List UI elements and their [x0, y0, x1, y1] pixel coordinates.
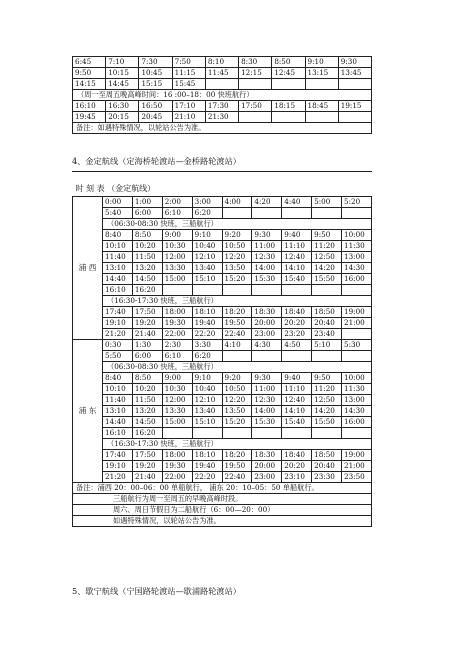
time-cell: 9:10 [192, 230, 222, 241]
time-cell: 19:20 [132, 318, 162, 329]
note-cell: （16:30-17:30 快班，三船航行） [103, 439, 372, 450]
time-cell [342, 285, 372, 296]
table-row [73, 516, 372, 527]
time-cell [192, 428, 222, 439]
time-cell: 12:50 [312, 252, 342, 263]
time-cell: 19:00 [342, 450, 372, 461]
time-cell: 22:20 [192, 329, 222, 340]
time-cell: 7:10 [106, 57, 139, 68]
time-cell: 11:20 [312, 241, 342, 252]
time-cell: 9:30 [252, 230, 282, 241]
time-cell: 12:30 [252, 395, 282, 406]
time-cell: 13:20 [132, 263, 162, 274]
time-cell: 20:00 [252, 461, 282, 472]
time-cell [272, 79, 305, 90]
time-cell: 6:45 [73, 57, 106, 68]
time-cell: 23:00 [252, 472, 282, 483]
time-cell: 5:30 [342, 340, 372, 351]
time-cell: 8:50 [132, 373, 162, 384]
time-cell: 4:50 [282, 340, 312, 351]
time-cell: 3:00 [192, 197, 222, 208]
time-cell: 14:00 [252, 263, 282, 274]
time-cell: 11:50 [132, 252, 162, 263]
time-cell: 11:40 [103, 252, 133, 263]
time-cell: 8:40 [103, 230, 133, 241]
table-row [73, 57, 372, 68]
time-cell [222, 285, 252, 296]
time-cell: 8:10 [205, 57, 238, 68]
time-cell: 19:30 [162, 461, 192, 472]
table-title: 时 刻 表 （金定航线） [73, 182, 372, 197]
time-cell: 18:40 [282, 307, 312, 318]
time-cell: 18:30 [252, 307, 282, 318]
table-row [73, 439, 372, 450]
table-row [73, 90, 372, 101]
time-cell: 7:50 [172, 57, 205, 68]
table-row [73, 362, 372, 373]
time-cell: 10:50 [222, 384, 252, 395]
time-cell: 13:00 [342, 252, 372, 263]
time-cell: 10:40 [192, 241, 222, 252]
table-row [73, 450, 372, 461]
time-cell [222, 351, 252, 362]
time-cell: 18:10 [192, 450, 222, 461]
time-cell: 14:20 [312, 406, 342, 417]
time-cell: 15:10 [192, 274, 222, 285]
time-cell: 1:00 [132, 197, 162, 208]
table-row [73, 472, 372, 483]
time-cell: 10:40 [192, 384, 222, 395]
table-row [73, 112, 372, 123]
time-cell: 10:10 [103, 241, 133, 252]
time-cell: 14:20 [312, 263, 342, 274]
time-cell: 10:30 [162, 241, 192, 252]
time-cell: 23:20 [282, 329, 312, 340]
time-cell: 15:40 [282, 274, 312, 285]
time-cell [252, 208, 282, 219]
time-cell: 15:45 [172, 79, 205, 90]
timetable-jinding [72, 182, 372, 527]
time-cell: 15:00 [162, 417, 192, 428]
time-cell: 22:40 [222, 329, 252, 340]
timetable-1 [72, 56, 372, 134]
time-cell: 19:15 [338, 101, 371, 112]
time-cell: 13:10 [103, 263, 133, 274]
time-cell: 9:10 [192, 373, 222, 384]
time-cell: 15:30 [252, 274, 282, 285]
time-cell: 6:10 [162, 208, 192, 219]
time-cell: 9:50 [312, 230, 342, 241]
time-cell: 14:10 [282, 406, 312, 417]
table-row [73, 296, 372, 307]
table-row [73, 461, 372, 472]
time-cell: 11:10 [282, 384, 312, 395]
time-cell [338, 79, 371, 90]
time-cell: 18:50 [312, 307, 342, 318]
table-row [73, 307, 372, 318]
time-cell: 23:00 [252, 329, 282, 340]
time-cell: 19:10 [103, 318, 133, 329]
time-cell [252, 285, 282, 296]
time-cell: 17:50 [239, 101, 272, 112]
time-cell [192, 285, 222, 296]
time-cell: 8:50 [272, 57, 305, 68]
time-cell: 5:10 [312, 340, 342, 351]
time-cell: 16:00 [342, 274, 372, 285]
time-cell: 8:30 [239, 57, 272, 68]
time-cell: 20:40 [312, 461, 342, 472]
direction-label: 浦 东 [73, 340, 103, 483]
table-row [73, 241, 372, 252]
time-cell: 17:30 [205, 101, 238, 112]
time-cell [338, 112, 371, 123]
time-cell [305, 112, 338, 123]
time-cell: 23:50 [342, 472, 372, 483]
section-4-title: 4、金定航线（定海桥轮渡站—金桥路轮渡站） [72, 156, 241, 166]
time-cell: 11:30 [342, 384, 372, 395]
time-cell: 8:40 [103, 373, 133, 384]
time-cell: 9:30 [338, 57, 371, 68]
time-cell: 22:00 [162, 329, 192, 340]
time-cell: 14:10 [282, 263, 312, 274]
table-row [73, 263, 372, 274]
time-cell: 15:00 [162, 274, 192, 285]
time-cell: 14:30 [342, 406, 372, 417]
time-cell [162, 428, 192, 439]
time-cell: 18:20 [222, 450, 252, 461]
time-cell: 14:15 [73, 79, 106, 90]
table-row [73, 483, 372, 494]
time-cell: 21:40 [132, 472, 162, 483]
time-cell: 9:20 [222, 230, 252, 241]
table-row [73, 373, 372, 384]
time-cell [342, 428, 372, 439]
time-cell [282, 208, 312, 219]
table-row [73, 274, 372, 285]
table-header-row [73, 182, 372, 197]
time-cell: 15:50 [312, 417, 342, 428]
time-cell: 13:00 [342, 395, 372, 406]
time-cell: 6:00 [132, 208, 162, 219]
time-cell: 1:30 [132, 340, 162, 351]
time-cell [312, 285, 342, 296]
time-cell: 11:15 [172, 68, 205, 79]
time-cell: 18:00 [162, 450, 192, 461]
time-cell: 4:40 [282, 197, 312, 208]
time-cell: 12:00 [162, 395, 192, 406]
time-cell: 19:40 [192, 318, 222, 329]
time-cell [282, 285, 312, 296]
time-cell: 16:10 [73, 101, 106, 112]
table-row [73, 329, 372, 340]
remark-cell: 三船航行为周一至周五的早晚高峰时段。 [73, 494, 372, 505]
time-cell: 18:15 [272, 101, 305, 112]
time-cell: 20:20 [282, 318, 312, 329]
time-cell: 10:20 [132, 241, 162, 252]
time-cell: 15:10 [192, 417, 222, 428]
note-cell: （06:30-08:30 快班，三船航行） [103, 219, 372, 230]
time-cell: 16:30 [106, 101, 139, 112]
time-cell: 18:45 [305, 101, 338, 112]
table-row [73, 428, 372, 439]
table-row [73, 494, 372, 505]
table-row [73, 505, 372, 516]
time-cell: 19:50 [222, 461, 252, 472]
time-cell: 10:15 [106, 68, 139, 79]
time-cell [282, 428, 312, 439]
time-cell: 10:00 [342, 373, 372, 384]
time-cell: 9:10 [305, 57, 338, 68]
time-cell: 17:50 [132, 307, 162, 318]
table-row [73, 285, 372, 296]
table-row [73, 318, 372, 329]
time-cell [205, 79, 238, 90]
table-row [73, 123, 372, 134]
time-cell: 13:10 [103, 406, 133, 417]
time-cell: 17:40 [103, 450, 133, 461]
time-cell: 23:40 [312, 329, 342, 340]
time-cell: 6:00 [132, 351, 162, 362]
time-cell: 10:10 [103, 384, 133, 395]
time-cell: 12:20 [222, 252, 252, 263]
time-cell [282, 351, 312, 362]
time-cell: 18:30 [252, 450, 282, 461]
time-cell: 23:30 [312, 472, 342, 483]
time-cell: 15:30 [252, 417, 282, 428]
time-cell: 10:30 [162, 384, 192, 395]
time-cell: 9:40 [282, 230, 312, 241]
time-cell: 9:40 [282, 373, 312, 384]
time-cell: 14:30 [342, 263, 372, 274]
time-cell: 11:10 [282, 241, 312, 252]
time-cell: 21:20 [103, 329, 133, 340]
time-cell: 15:50 [312, 274, 342, 285]
table-row [73, 68, 372, 79]
time-cell: 19:45 [73, 112, 106, 123]
time-cell: 5:50 [103, 351, 133, 362]
time-cell: 2:00 [162, 197, 192, 208]
time-cell [312, 351, 342, 362]
time-cell: 9:00 [162, 373, 192, 384]
table-row [73, 252, 372, 263]
time-cell: 0:00 [103, 197, 133, 208]
time-cell: 5:20 [342, 197, 372, 208]
time-cell: 15:15 [139, 79, 172, 90]
time-cell: 16:50 [139, 101, 172, 112]
time-cell: 10:00 [342, 230, 372, 241]
time-cell: 18:50 [312, 450, 342, 461]
time-cell: 19:50 [222, 318, 252, 329]
time-cell: 12:10 [192, 252, 222, 263]
time-cell: 8:50 [132, 230, 162, 241]
time-cell: 18:20 [222, 307, 252, 318]
time-cell: 14:45 [106, 79, 139, 90]
time-cell [239, 112, 272, 123]
time-cell: 3:30 [192, 340, 222, 351]
time-cell: 14:50 [132, 417, 162, 428]
time-cell: 22:00 [162, 472, 192, 483]
time-cell: 2:30 [162, 340, 192, 351]
table-row [73, 208, 372, 219]
time-cell: 18:40 [282, 450, 312, 461]
time-cell: 7:30 [139, 57, 172, 68]
table-row [73, 395, 372, 406]
time-cell: 11:20 [312, 384, 342, 395]
time-cell: 21:00 [342, 318, 372, 329]
time-cell: 17:10 [172, 101, 205, 112]
time-cell: 20:20 [282, 461, 312, 472]
time-cell: 12:40 [282, 395, 312, 406]
time-cell [239, 79, 272, 90]
time-cell [162, 285, 192, 296]
time-cell: 18:00 [162, 307, 192, 318]
time-cell: 21:40 [132, 329, 162, 340]
note-cell: （06:30-08:30 快班，三船航行） [103, 362, 372, 373]
time-cell: 16:10 [103, 428, 133, 439]
time-cell: 13:20 [132, 406, 162, 417]
time-cell: 10:45 [139, 68, 172, 79]
time-cell: 17:50 [132, 450, 162, 461]
table-row [73, 417, 372, 428]
time-cell: 13:40 [192, 406, 222, 417]
time-cell: 23:10 [282, 472, 312, 483]
time-cell: 6:20 [192, 208, 222, 219]
time-cell: 12:30 [252, 252, 282, 263]
time-cell [312, 428, 342, 439]
time-cell: 18:10 [192, 307, 222, 318]
time-cell: 22:40 [222, 472, 252, 483]
time-cell: 16:20 [132, 428, 162, 439]
time-cell: 5:00 [312, 197, 342, 208]
time-cell: 13:15 [305, 68, 338, 79]
table-row [73, 351, 372, 362]
time-cell: 9:50 [312, 373, 342, 384]
time-cell: 15:40 [282, 417, 312, 428]
time-cell: 12:20 [222, 395, 252, 406]
time-cell: 10:20 [132, 384, 162, 395]
time-cell [305, 79, 338, 90]
time-cell [252, 351, 282, 362]
section-5-title: 5、歇宁航线（宁国路轮渡站—歇浦路轮渡站） [72, 586, 241, 596]
time-cell: 19:40 [192, 461, 222, 472]
time-cell: 13:50 [222, 406, 252, 417]
time-cell: 10:50 [222, 241, 252, 252]
time-cell: 13:45 [338, 68, 371, 79]
table-row [73, 340, 372, 351]
time-cell: 11:50 [132, 395, 162, 406]
time-cell: 5:40 [103, 208, 133, 219]
time-cell: 12:50 [312, 395, 342, 406]
note-cell: （周一至周五晚高峰时间：16 :00–18：00 快班航行） [73, 90, 372, 101]
time-cell: 20:40 [312, 318, 342, 329]
remark-cell: 如遇特殊情况，以轮站公告为准。 [73, 516, 372, 527]
table-row [73, 406, 372, 417]
remark-cell: 周六、周日节假日为二船航行（6：00—20：00） [73, 505, 372, 516]
divider [72, 171, 372, 172]
direction-label: 浦 西 [73, 197, 103, 340]
time-cell: 9:20 [222, 373, 252, 384]
time-cell: 4:20 [252, 197, 282, 208]
time-cell: 19:30 [162, 318, 192, 329]
remark-cell: 备注：浦西 20：00–06：00 单船航行， 浦东 20：10–05：50 单船航行。 [73, 483, 372, 494]
time-cell: 4:10 [222, 340, 252, 351]
table-row [73, 101, 372, 112]
time-cell [342, 329, 372, 340]
time-cell: 4:00 [222, 197, 252, 208]
time-cell [252, 428, 282, 439]
time-cell: 13:30 [162, 263, 192, 274]
time-cell: 22:20 [192, 472, 222, 483]
time-cell: 14:40 [103, 274, 133, 285]
time-cell [342, 351, 372, 362]
time-cell [312, 208, 342, 219]
time-cell: 16:10 [103, 285, 133, 296]
time-cell: 21:10 [172, 112, 205, 123]
table-row [73, 197, 372, 208]
time-cell: 12:40 [282, 252, 312, 263]
time-cell [342, 208, 372, 219]
time-cell: 12:10 [192, 395, 222, 406]
note-cell: 备注：如遇特殊情况，以轮站公告为准。 [73, 123, 372, 134]
time-cell: 21:00 [342, 461, 372, 472]
time-cell: 14:40 [103, 417, 133, 428]
time-cell: 14:00 [252, 406, 282, 417]
time-cell: 15:20 [222, 417, 252, 428]
time-cell: 15:20 [222, 274, 252, 285]
time-cell: 13:50 [222, 263, 252, 274]
time-cell: 0:30 [103, 340, 133, 351]
time-cell: 12:15 [239, 68, 272, 79]
time-cell: 12:00 [162, 252, 192, 263]
time-cell: 20:45 [139, 112, 172, 123]
time-cell: 11:40 [103, 395, 133, 406]
table-row [73, 219, 372, 230]
time-cell: 16:00 [342, 417, 372, 428]
time-cell: 9:00 [162, 230, 192, 241]
time-cell: 21:30 [205, 112, 238, 123]
time-cell: 21:20 [103, 472, 133, 483]
time-cell: 11:00 [252, 241, 282, 252]
time-cell: 20:00 [252, 318, 282, 329]
time-cell: 19:00 [342, 307, 372, 318]
time-cell: 19:20 [132, 461, 162, 472]
time-cell: 12:45 [272, 68, 305, 79]
table-row [73, 79, 372, 90]
time-cell: 13:30 [162, 406, 192, 417]
time-cell [272, 112, 305, 123]
time-cell: 6:20 [192, 351, 222, 362]
time-cell: 11:00 [252, 384, 282, 395]
time-cell: 9:50 [73, 68, 106, 79]
time-cell: 6:10 [162, 351, 192, 362]
time-cell: 11:30 [342, 241, 372, 252]
time-cell: 16:20 [132, 285, 162, 296]
time-cell [222, 208, 252, 219]
time-cell: 13:40 [192, 263, 222, 274]
time-cell: 9:30 [252, 373, 282, 384]
time-cell: 11:45 [205, 68, 238, 79]
time-cell: 17:40 [103, 307, 133, 318]
time-cell: 20:15 [106, 112, 139, 123]
note-cell: （16:30-17:30 快班，三船航行） [103, 296, 372, 307]
time-cell: 14:50 [132, 274, 162, 285]
table-row [73, 384, 372, 395]
time-cell: 4:30 [252, 340, 282, 351]
table-row [73, 230, 372, 241]
time-cell: 19:10 [103, 461, 133, 472]
time-cell [222, 428, 252, 439]
